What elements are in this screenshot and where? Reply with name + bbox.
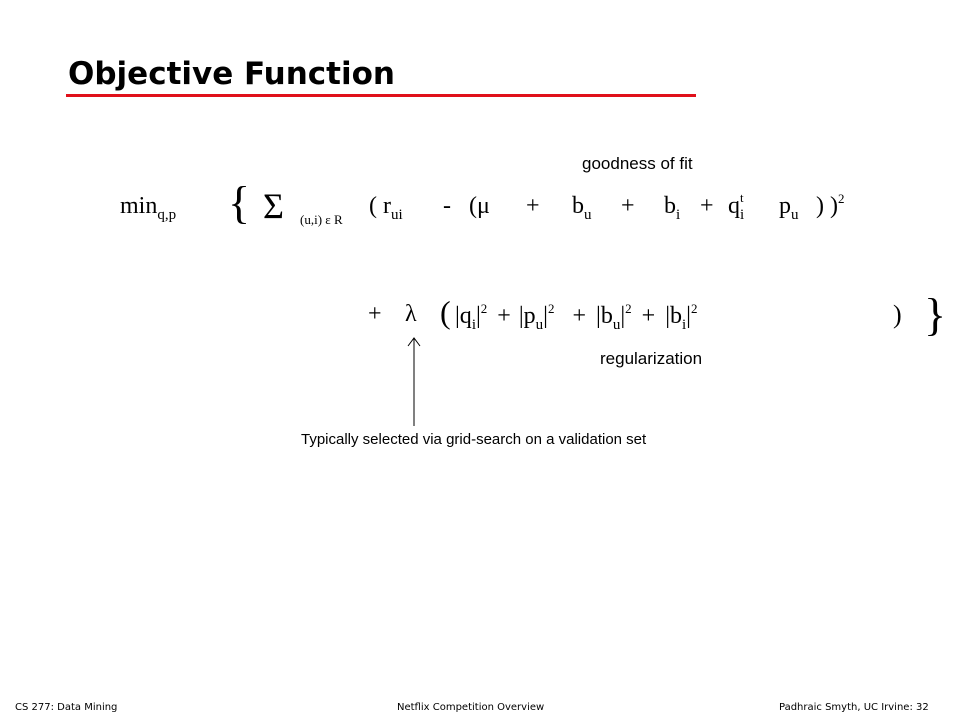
lambda-symbol: λ: [405, 301, 417, 327]
plus-sign: +: [641, 303, 656, 329]
closing-parens: [816, 193, 844, 220]
close-paren: ): [893, 300, 902, 329]
rating-subscript: ui: [391, 207, 403, 223]
bias-u-subscript: u: [584, 207, 592, 223]
q-norm-subscript: i: [471, 317, 476, 333]
plus-sign: +: [700, 193, 714, 219]
bias-b: b: [572, 193, 584, 219]
paren-mu: (μ: [469, 193, 490, 219]
min-subscript: q,p: [157, 207, 177, 223]
close-parens-text: ) ): [816, 193, 838, 219]
bias-b: b: [664, 193, 676, 219]
p-norm-square: 2: [547, 301, 555, 316]
open-paren: (: [369, 193, 377, 219]
p-norm: |p: [518, 303, 536, 329]
user-factor-p: [779, 193, 799, 223]
page-title: Objective Function: [68, 56, 395, 92]
bu-norm: |b: [596, 303, 613, 329]
open-paren: (: [440, 294, 451, 330]
plus-sign: +: [497, 303, 511, 329]
q-norm: |q: [455, 303, 472, 329]
plus-sign: +: [368, 301, 382, 327]
p-letter: p: [779, 193, 791, 219]
lambda-note: Typically selected via grid-search on a validation set: [301, 431, 647, 448]
bi-norm-bar: |: [686, 303, 691, 329]
minus-sign: -: [443, 193, 451, 219]
min-operator: [120, 193, 177, 223]
q-letter: q: [728, 193, 740, 219]
bias-i-subscript: i: [676, 207, 681, 223]
p-subscript: u: [791, 207, 799, 223]
sum-index: (u,i) ε R: [300, 212, 343, 227]
plus-sign: +: [526, 193, 540, 219]
open-brace: {: [228, 177, 251, 228]
square-exponent: 2: [837, 191, 845, 206]
p-norm-bar: |: [543, 303, 548, 329]
regularization-label: regularization: [600, 349, 703, 368]
bi-norm-subscript: i: [682, 317, 687, 333]
regularization-terms: [455, 301, 698, 333]
plus-sign: +: [621, 193, 635, 219]
item-bias: [664, 193, 681, 223]
footer-topic: Netflix Competition Overview: [397, 702, 545, 713]
item-factor-q: [728, 190, 748, 223]
title-underline: [66, 94, 696, 97]
plus-sign: +: [572, 303, 587, 329]
footer-course: CS 277: Data Mining: [15, 702, 118, 713]
q-norm-square: 2: [480, 301, 488, 316]
goodness-of-fit-label: goodness of fit: [582, 154, 693, 173]
p-norm-subscript: u: [535, 317, 544, 333]
bu-norm-bar: |: [620, 303, 626, 329]
q-transpose: t: [740, 190, 744, 205]
q-subscript: i: [740, 207, 745, 223]
close-brace: }: [924, 289, 947, 340]
up-arrow-icon: [405, 336, 425, 428]
bi-norm-square: 2: [690, 301, 698, 316]
bu-norm-subscript: u: [612, 317, 621, 333]
sigma-symbol: Σ: [263, 186, 284, 226]
bu-norm-square: 2: [625, 301, 632, 316]
bi-norm: |b: [665, 303, 682, 329]
residual-expression: [369, 193, 403, 223]
q-norm-bar: |: [475, 303, 481, 329]
footer-author-page: Padhraic Smyth, UC Irvine: 32: [779, 702, 929, 713]
rating-r: r: [383, 193, 391, 219]
min-text: min: [120, 193, 158, 219]
user-bias: [572, 193, 592, 223]
